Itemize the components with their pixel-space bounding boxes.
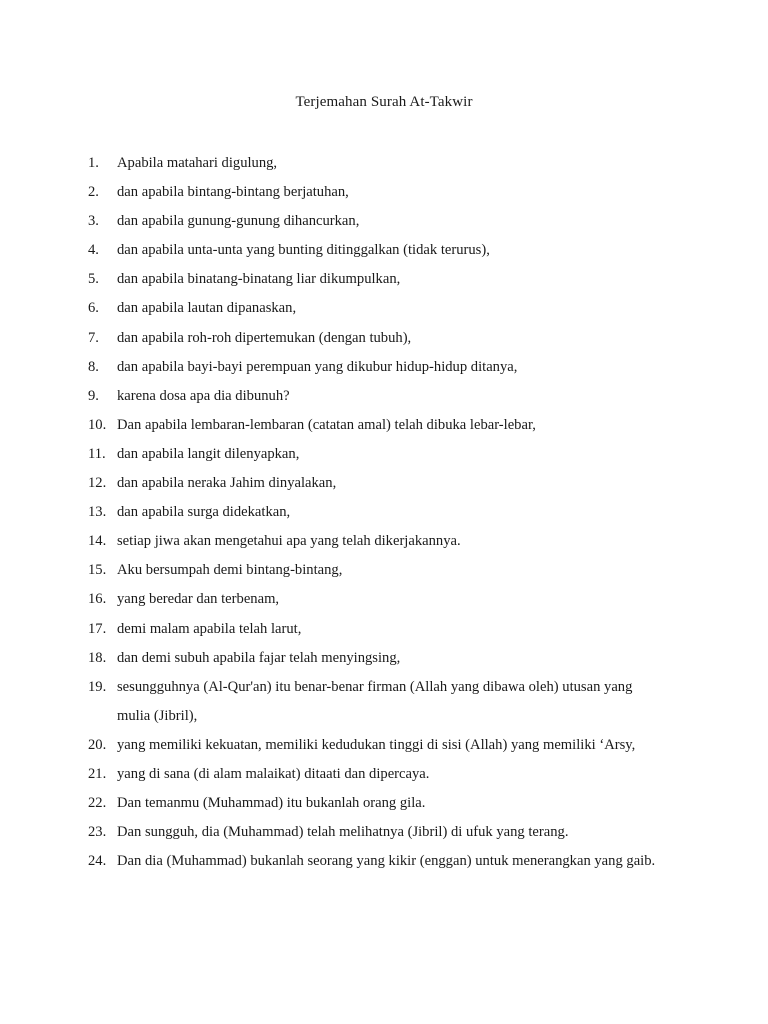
verse-item [88,644,668,673]
verse-number: 16. [88,591,107,608]
verse-item [88,789,668,818]
verse-number: 21. [88,765,107,782]
verse-number: 14. [88,533,107,550]
verse-number: 10. [88,416,107,433]
verse-number: 3. [88,213,99,230]
verse-number: 2. [88,184,99,201]
verse-item [88,585,668,614]
verse-item [88,149,668,178]
verse-number: 7. [88,329,99,346]
verse-text: yang memiliki kekuatan, memiliki kedudukan tinggi di sisi (Allah) yang memiliki ‘Arsy, [117,736,636,753]
verse-text: demi malam apabila telah larut, [117,620,302,637]
verse-number: 8. [88,358,99,375]
verse-item [88,731,668,760]
verse-item [88,615,668,644]
verse-item [88,324,668,353]
verse-text: dan apabila lautan dipanaskan, [117,300,297,317]
verse-number: 5. [88,271,99,288]
verse-number: 19. [88,678,107,695]
verse-text: dan demi subuh apabila fajar telah menyingsing, [117,649,401,666]
verse-text: dan apabila langit dilenyapkan, [117,445,300,462]
verse-text: dan apabila surga didekatkan, [117,504,291,521]
verse-text: yang di sana (di alam malaikat) ditaati dan dipercaya. [117,765,430,782]
verse-item [88,411,668,440]
verse-text: dan apabila bintang-bintang berjatuhan, [117,184,349,201]
verse-number: 13. [88,504,107,521]
verse-text: Dan dia (Muhammad) bukanlah seorang yang kikir (enggan) untuk menerangkan yang gaib. [117,853,656,870]
verse-number: 1. [88,155,99,171]
verse-text: Dan temanmu (Muhammad) itu bukanlah orang gila. [117,795,426,812]
verse-item [88,673,668,731]
verse-item [88,527,668,556]
verse-number: 12. [88,475,107,492]
verse-list [88,149,668,876]
verse-text: yang beredar dan terbenam, [117,591,280,608]
verse-number: 11. [88,445,106,462]
verse-number: 4. [88,242,99,259]
verse-number: 20. [88,736,107,753]
verse-text: dan apabila binatang-binatang liar dikumpulkan, [117,271,401,288]
verse-item [88,265,668,294]
verse-text: dan apabila gunung-gunung dihancurkan, [117,213,360,230]
verse-number: 6. [88,300,99,317]
verse-text: dan apabila unta-unta yang bunting ditinggalkan (tidak terurus), [117,242,490,259]
verse-text: Aku bersumpah demi bintang-bintang, [117,562,343,579]
verse-item [88,440,668,469]
document-title: Terjemahan Surah At-Takwir [295,94,473,110]
verse-item [88,847,668,876]
verse-item [88,353,668,382]
verse-text: setiap jiwa akan mengetahui apa yang telah dikerjakannya. [117,533,461,550]
verse-item [88,556,668,585]
verse-number: 18. [88,649,107,666]
verse-item [88,294,668,323]
verse-number: 24. [88,853,107,870]
verse-text: karena dosa apa dia dibunuh? [117,387,290,404]
verse-number: 22. [88,795,107,812]
verse-text: dan apabila roh-roh dipertemukan (dengan tubuh), [117,329,412,346]
verse-text: Apabila matahari digulung, [117,155,278,171]
verse-text: Dan apabila lembaran-lembaran (catatan amal) telah dibuka lebar-lebar, [117,416,536,433]
verse-item [88,207,668,236]
verse-number: 17. [88,620,107,637]
verse-item [88,760,668,789]
verse-number: 23. [88,824,107,841]
verse-item [88,498,668,527]
verse-number: 15. [88,562,107,579]
verse-item [88,236,668,265]
verse-text: dan apabila bayi-bayi perempuan yang dikubur hidup-hidup ditanya, [117,358,518,375]
verse-item [88,818,668,847]
verse-text: sesungguhnya (Al-Qur'an) itu benar-benar firman (Allah yang dibawa oleh) utusan yang mulia (Jibril), [117,678,633,724]
verse-number: 9. [88,387,99,404]
verse-text: dan apabila neraka Jahim dinyalakan, [117,475,337,492]
verse-item [88,382,668,411]
verse-text: Dan sungguh, dia (Muhammad) telah melihatnya (Jibril) di ufuk yang terang. [117,824,569,841]
verse-item [88,469,668,498]
verse-item [88,178,668,207]
